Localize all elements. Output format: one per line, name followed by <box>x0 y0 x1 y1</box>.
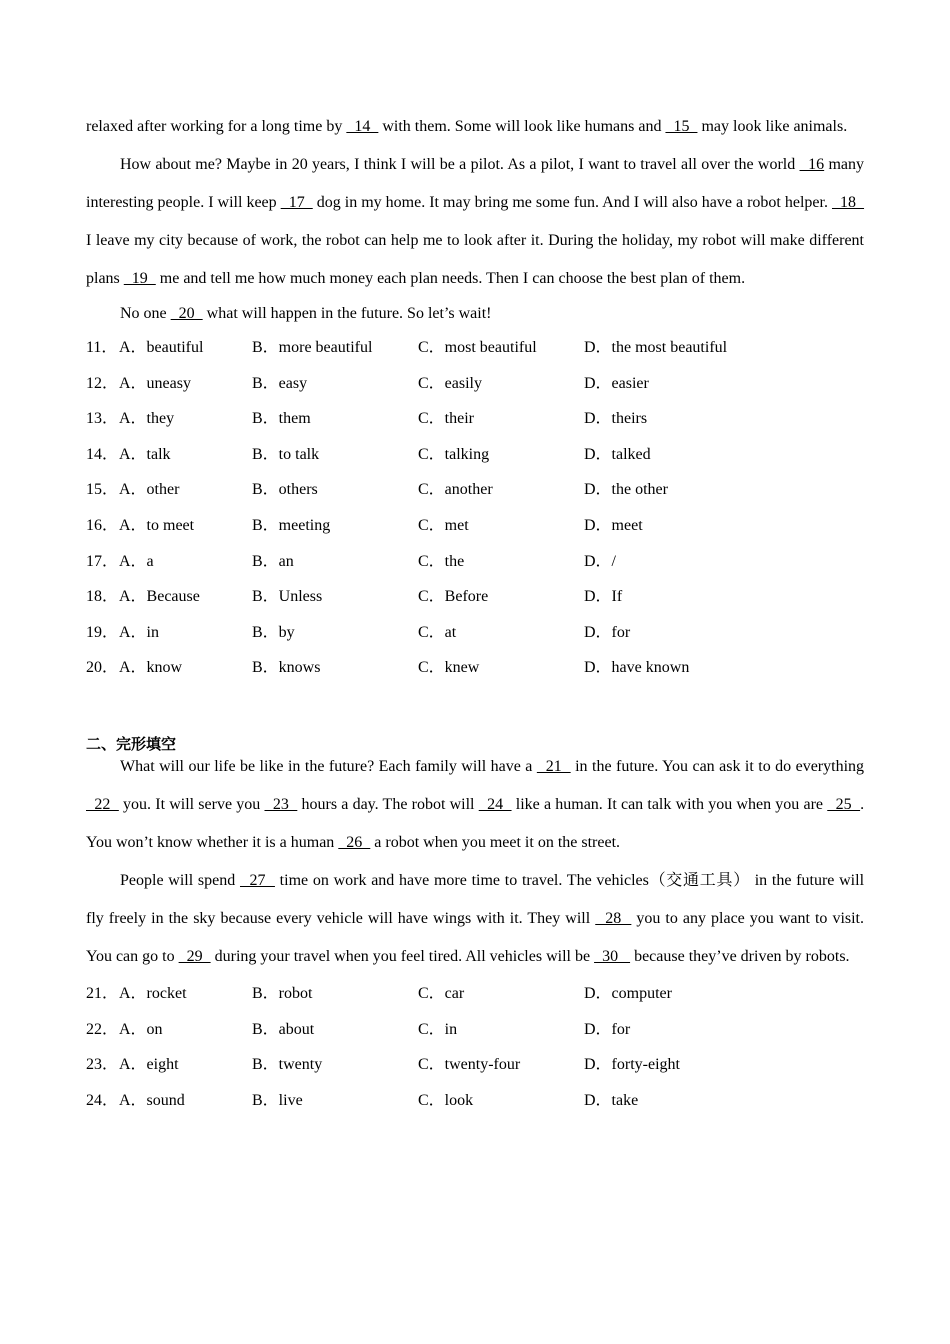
text-run: many interesting people. I will keep <box>86 156 865 211</box>
question-row-14 <box>86 437 864 473</box>
blank-14: 14 <box>346 118 379 135</box>
question-number: 19． <box>86 623 119 641</box>
question-row-23 <box>86 1047 864 1083</box>
text-run: because they’ve driven by robots. <box>630 947 850 965</box>
option-d: D．computer <box>584 984 672 1002</box>
text-run: may look like animals. <box>697 118 848 135</box>
blank-16: 16 <box>799 156 825 173</box>
option-c: C．most beautiful <box>418 339 537 356</box>
question-row-12 <box>86 366 864 402</box>
option-d: D．/ <box>584 552 617 570</box>
option-c: C．easily <box>418 374 482 392</box>
text-run: dog in my home. It may bring me some fun. And I will also have a robot helper. <box>312 194 832 211</box>
option-a: A．they <box>119 410 175 428</box>
option-a: A．beautiful <box>119 339 204 356</box>
blank-23: 23 <box>264 795 298 813</box>
text-run: what will happen in the future. So let’s wait! <box>202 305 492 322</box>
option-a: A．talk <box>119 445 171 463</box>
question-number: 12． <box>86 374 119 392</box>
question-row-21 <box>86 976 864 1012</box>
question-number: 11． <box>86 339 118 356</box>
question-row-20 <box>86 650 864 686</box>
option-a: A．to meet <box>119 516 195 534</box>
option-b: B．robot <box>252 984 313 1002</box>
question-row-16 <box>86 508 864 544</box>
question-number: 20． <box>86 659 119 677</box>
text-run: a robot when you meet it on the street. <box>370 833 621 851</box>
blank-21: 21 <box>536 757 571 775</box>
blank-30: 30 <box>594 947 631 965</box>
question-number: 15． <box>86 481 119 499</box>
question-row-24 <box>86 1083 864 1119</box>
option-d: D．easier <box>584 374 649 392</box>
text-run: What will our life be like in the future? Each family will have a <box>120 757 537 775</box>
passage2-paragraph-2 <box>86 862 864 976</box>
question-number: 13． <box>86 410 119 428</box>
question-number: 23． <box>86 1056 119 1074</box>
blank-25: 25 <box>827 795 861 813</box>
option-b: B．about <box>252 1020 315 1038</box>
text-run: relaxed after working for a long time by <box>86 118 347 135</box>
option-d: D．forty-eight <box>584 1056 680 1074</box>
question-row-17 <box>86 544 864 580</box>
question-number: 16． <box>86 516 119 534</box>
option-d: D．meet <box>584 516 643 534</box>
text-run: People will spend <box>120 871 240 889</box>
option-b: B．live <box>252 1091 303 1109</box>
option-a: A．in <box>119 623 160 641</box>
option-a: A．rocket <box>119 984 187 1002</box>
blank-28: 28 <box>595 909 632 927</box>
blank-15: 15 <box>665 118 698 135</box>
exam-page <box>86 108 864 1118</box>
option-b: B．them <box>252 410 311 428</box>
option-c: C．talking <box>418 445 490 463</box>
option-d: D．talked <box>584 445 651 463</box>
option-d: D．theirs <box>584 410 648 428</box>
option-b: B．easy <box>252 374 308 392</box>
option-c: C．the <box>418 552 465 570</box>
option-c: C．Before <box>418 588 489 606</box>
option-b: B．by <box>252 623 295 641</box>
blank-26: 26 <box>338 833 371 851</box>
text-run: time on work and have more time to travel. The vehicles（交通工具） in the future will fly freely in the sky because every vehicle will have wings with it. They will <box>86 871 865 927</box>
option-b: B．more beautiful <box>252 339 373 356</box>
question-row-22 <box>86 1012 864 1048</box>
question-number: 24． <box>86 1091 119 1109</box>
option-a: A．uneasy <box>119 374 191 392</box>
blank-27: 27 <box>239 871 275 889</box>
question-number: 22． <box>86 1020 119 1038</box>
question-number: 14． <box>86 445 119 463</box>
text-run: in the future. You can ask it to do everything <box>570 757 865 775</box>
text-run: How about me? Maybe in 20 years, I think I will be a pilot. As a pilot, I want to travel all over the world <box>120 156 800 173</box>
passage2-paragraph-1 <box>86 748 864 862</box>
option-b: B．meeting <box>252 516 331 534</box>
option-c: C．knew <box>418 659 480 677</box>
option-c: C．another <box>418 481 493 499</box>
option-a: A．sound <box>119 1091 185 1109</box>
option-b: B．knows <box>252 659 321 677</box>
option-d: D．take <box>584 1091 639 1109</box>
text-run: you to any place you want to visit. You can go to <box>86 909 865 965</box>
option-d: D．the most beautiful <box>584 339 728 356</box>
option-a: A．other <box>119 481 180 499</box>
option-c: C．in <box>418 1020 458 1038</box>
text-run: . You won’t know whether it is a human <box>86 795 865 851</box>
passage1-paragraph-1 <box>86 108 864 146</box>
blank-24: 24 <box>478 795 512 813</box>
text-run: with them. Some will look like humans and <box>378 118 666 135</box>
text-run: me and tell me how much money each plan needs. Then I can choose the best plan of them. <box>155 270 746 287</box>
option-a: A．on <box>119 1020 163 1038</box>
question-row-19 <box>86 615 864 651</box>
question-options-21-24 <box>86 976 864 1118</box>
text-run: hours a day. The robot will <box>297 795 479 813</box>
option-c: C．their <box>418 410 474 428</box>
option-c: C．twenty-four <box>418 1056 521 1074</box>
option-a: A．a <box>119 552 154 570</box>
option-b: B．twenty <box>252 1056 323 1074</box>
option-b: B．to talk <box>252 445 320 463</box>
option-a: A．know <box>119 659 183 677</box>
option-b: B．others <box>252 481 318 499</box>
option-b: B．Unless <box>252 588 323 606</box>
option-d: D．have known <box>584 659 690 677</box>
option-a: A．Because <box>119 588 200 606</box>
question-number: 18． <box>86 588 119 606</box>
question-number: 17． <box>86 552 119 570</box>
option-c: C．look <box>418 1091 474 1109</box>
text-run: you. It will serve you <box>118 795 265 813</box>
text-run: like a human. It can talk with you when you are <box>511 795 828 813</box>
option-a: A．eight <box>119 1056 179 1074</box>
blank-22: 22 <box>86 795 119 813</box>
question-number: 21． <box>86 984 119 1002</box>
question-row-11 <box>86 330 864 366</box>
option-d: D．for <box>584 1020 631 1038</box>
option-c: C．car <box>418 984 465 1002</box>
question-options-11-20 <box>86 330 864 686</box>
blank-19: 19 <box>123 270 156 287</box>
blank-18: 18 <box>831 194 865 211</box>
option-d: D．for <box>584 623 631 641</box>
option-d: D．If <box>584 588 623 606</box>
blank-17: 17 <box>280 194 313 211</box>
text-run: during your travel when you feel tired. All vehicles will be <box>210 947 595 965</box>
question-row-13 <box>86 401 864 437</box>
question-row-15 <box>86 472 864 508</box>
passage1-paragraph-3 <box>86 298 864 330</box>
option-c: C．at <box>418 623 457 641</box>
blank-29: 29 <box>178 947 211 965</box>
text-run: I leave my city because of work, the robot can help me to look after it. During the holiday, my robot will make different plans <box>86 232 864 287</box>
blank-20: 20 <box>170 305 203 322</box>
option-b: B．an <box>252 552 294 570</box>
option-d: D．the other <box>584 481 668 499</box>
option-c: C．met <box>418 516 469 534</box>
section-title-cloze: 二、完形填空 <box>86 734 177 753</box>
question-row-18 <box>86 579 864 615</box>
text-run: No one <box>120 305 171 322</box>
passage1-paragraph-2 <box>86 146 864 298</box>
